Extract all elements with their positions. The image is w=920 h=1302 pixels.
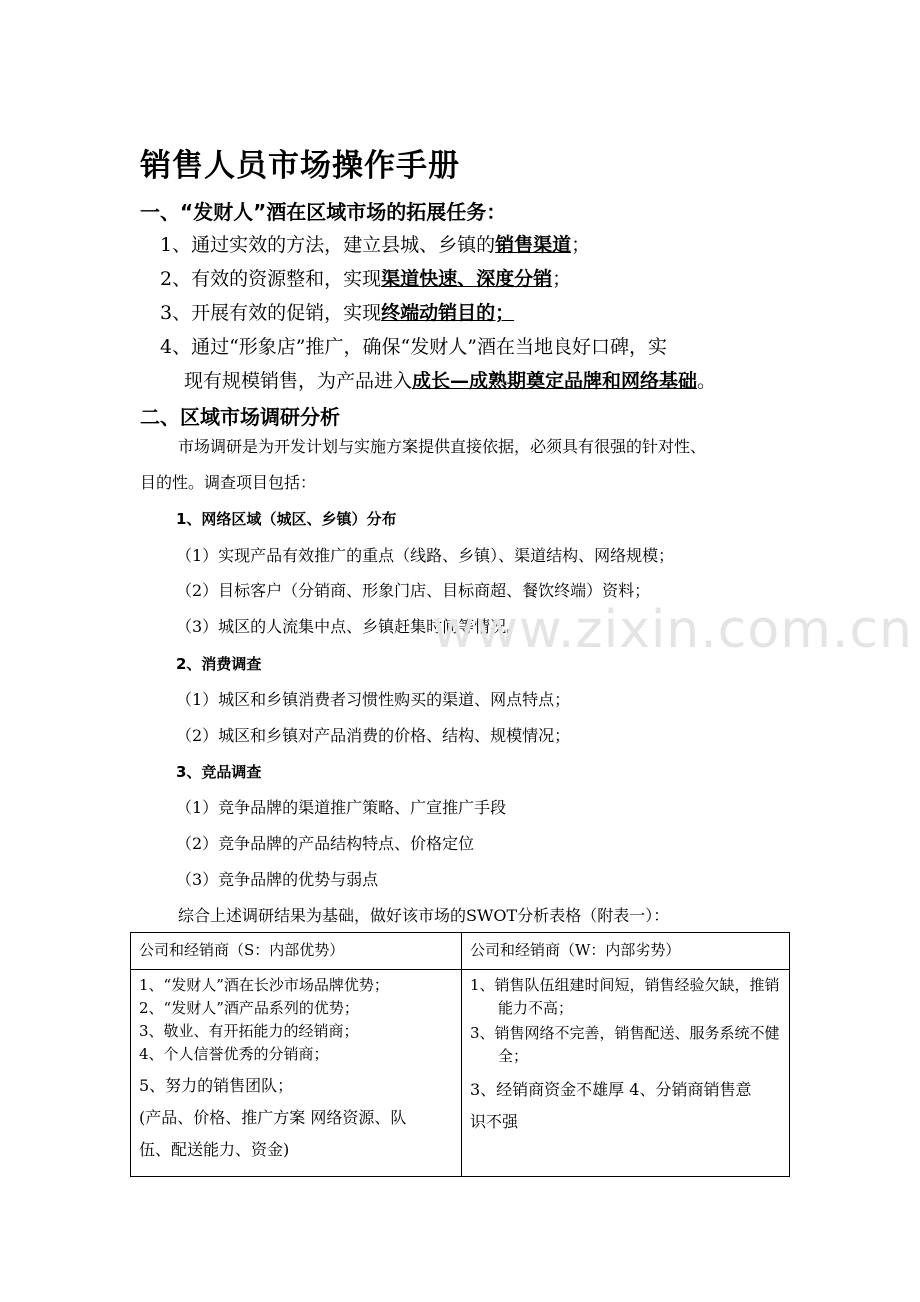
task-item-text: 3、开展有效的促销，实现: [160, 302, 382, 324]
watermark: www.zixin.com.cn: [432, 600, 913, 660]
task-item-text: 2、有效的资源整和，实现: [160, 268, 382, 290]
list-item: 4、个人信誉优秀的分销商；: [139, 1045, 329, 1063]
task-item-1: [160, 230, 590, 257]
task-item-highlight: 渠道快速、深度分销: [381, 268, 553, 290]
list-item: （1）城区和乡镇消费者习惯性购买的渠道、网点特点；: [176, 690, 571, 709]
task-item-4: [160, 332, 667, 359]
task-item-highlight: 终端动销目的；: [381, 302, 515, 324]
subsection-consumer-title: 2、消费调查: [176, 655, 262, 673]
table-row: [131, 933, 790, 970]
swot-strengths-cell: [131, 970, 462, 1177]
list-item: (产品、价格、推广方案 网络资源、队: [139, 1108, 407, 1127]
swot-weaknesses-cell: [462, 970, 790, 1177]
list-item: 5、努力的销售团队；: [139, 1076, 294, 1095]
swot-strengths-header: 公司和经销商（S：内部优势）: [131, 933, 462, 970]
list-item: 3、经销商资金不雄厚 4、分销商销售意: [470, 1080, 752, 1099]
list-item: 3、销售网络不完善，销售配送、服务系统不健全；: [470, 1024, 780, 1065]
subsection-competitor-title: 3、竞品调查: [176, 763, 262, 781]
task-item-4-continued: [184, 366, 716, 393]
task-item-highlight: 销售渠道: [495, 234, 572, 256]
document-title: 销售人员市场操作手册: [140, 148, 460, 184]
section-1-heading: 一、“发财人”酒在区域市场的拓展任务：: [140, 200, 507, 224]
swot-weaknesses-header: 公司和经销商（W：内部劣势）: [462, 933, 790, 970]
list-item: （1）实现产品有效推广的重点（线路、乡镇）、渠道结构、网络规模；: [176, 546, 675, 565]
task-item-tail: 。: [697, 370, 717, 392]
list-item: 2、“发财人”酒产品系列的优势；: [139, 999, 359, 1017]
list-item: 1、销售队伍组建时间短，销售经验欠缺，推销能力不高；: [470, 976, 780, 1017]
list-item: （1）竞争品牌的渠道推广策略、广宣推广手段: [176, 798, 507, 817]
list-item: （2）竞争品牌的产品结构特点、价格定位: [176, 834, 475, 853]
section-2-heading: 二、区域市场调研分析: [140, 405, 340, 429]
list-item: （2）城区和乡镇对产品消费的价格、结构、规模情况；: [176, 726, 571, 745]
task-item-tail: ；: [571, 234, 591, 256]
task-item-text: 现有规模销售，为产品进入: [184, 370, 413, 392]
list-item: 1、“发财人”酒在长沙市场品牌优势；: [139, 976, 389, 994]
task-item-text: 1、通过实效的方法，建立县城、乡镇的: [160, 234, 496, 256]
intro-paragraph-line-1: 市场调研是为开发计划与实施方案提供直接依据，必须具有很强的针对性、: [178, 437, 707, 456]
list-item: 3、敬业、有开拓能力的经销商；: [139, 1022, 359, 1040]
list-item: 伍、配送能力、资金): [139, 1140, 290, 1159]
swot-table: [130, 932, 790, 1177]
intro-paragraph-line-2: 目的性。调查项目包括：: [140, 473, 317, 492]
list-item: （3）竞争品牌的优势与弱点: [176, 870, 379, 889]
task-item-2: [160, 264, 571, 291]
table-row: [131, 970, 790, 1177]
task-item-3: [160, 298, 514, 325]
swot-intro: 综合上述调研结果为基础，做好该市场的SWOT分析表格（附表一）：: [178, 906, 670, 925]
list-item: 识不强: [470, 1112, 519, 1131]
task-item-highlight: 成长—成熟期奠定品牌和网络基础: [412, 370, 698, 392]
list-item: （2）目标客户（分销商、形象门店、目标商超、餐饮终端）资料；: [176, 581, 651, 600]
subsection-network-title: 1、网络区域（城区、乡镇）分布: [176, 510, 397, 528]
task-item-text: 4、通过“形象店”推广，确保“发财人”酒在当地良好口碑，实: [160, 336, 667, 358]
task-item-tail: ；: [552, 268, 572, 290]
list-item: （3）城区的人流集中点、乡镇赶集时间等情况。: [176, 617, 523, 636]
